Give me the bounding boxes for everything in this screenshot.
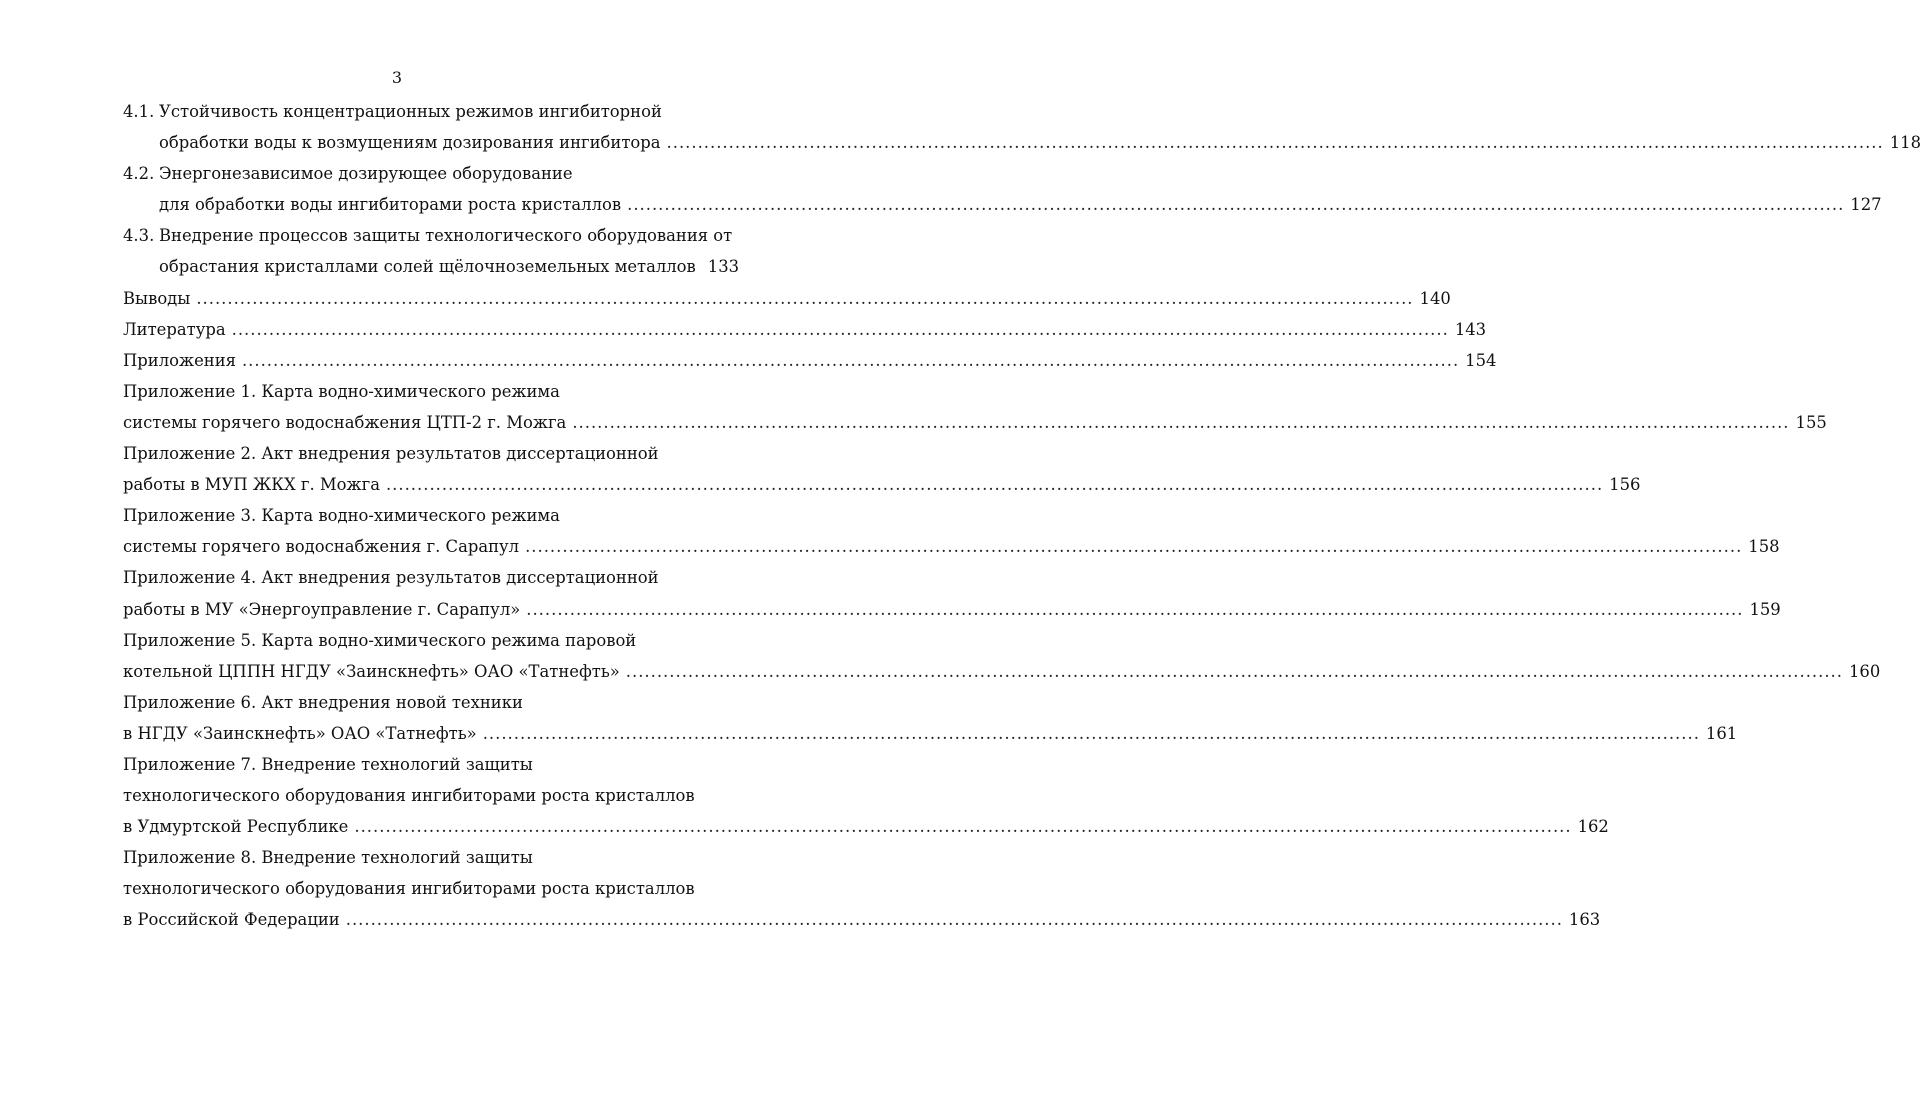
toc-line <box>123 220 733 251</box>
toc-entry-title: Выводы <box>123 288 191 308</box>
toc-entry-title: Приложение 5. Карта водно-химического режима паровой <box>123 630 637 650</box>
toc-entry-title: работы в МУ «Энергоуправление г. Сарапул» <box>123 599 521 619</box>
toc-line <box>123 873 729 904</box>
toc-line <box>123 780 729 811</box>
toc-entry-title: Приложение 1. Карта водно-химического режима <box>123 381 560 401</box>
toc-line <box>123 718 1738 749</box>
toc-line <box>123 438 729 469</box>
toc-entry-title: в Удмуртской Республике <box>123 817 349 837</box>
toc-entry-page: 118 <box>1889 133 1921 153</box>
toc-entry-title: системы горячего водоснабжения ЦТП-2 г. Можга <box>123 412 567 432</box>
toc-entry-number: 4.1. <box>123 102 155 121</box>
toc-entry-title: в НГДУ «Заинскнефть» ОАО «Татнефть» <box>123 723 477 743</box>
toc-entry-title: Приложение 3. Карта водно-химического режима <box>123 506 560 526</box>
toc-entry-title: технологического оборудования ингибиторами роста кристаллов <box>123 786 695 806</box>
toc-entry-title: Энергонезависимое дозирующее оборудование <box>159 164 573 184</box>
toc-entry-title: Литература <box>123 319 226 339</box>
toc-leader-dots <box>667 127 1884 158</box>
toc-entry-page: 162 <box>1577 817 1609 837</box>
toc-line <box>123 345 1497 376</box>
toc-line <box>123 251 740 282</box>
toc-leader-dots <box>526 594 1743 625</box>
toc-line <box>123 562 729 593</box>
toc-line <box>123 531 1780 562</box>
toc-entry-title: системы горячего водоснабжения г. Сарапул <box>123 537 520 557</box>
toc-entry-page: 154 <box>1465 350 1497 370</box>
toc-entry-title: обработки воды к возмущениям дозирования ингибитора <box>159 133 661 153</box>
toc-entry-page: 133 <box>707 257 740 277</box>
toc-entry-page: 158 <box>1748 537 1780 557</box>
toc-entry-title: в Российской Федерации <box>123 910 340 930</box>
toc-entry-title: технологического оборудования ингибиторами роста кристаллов <box>123 879 695 899</box>
toc-entry-title: Внедрение процессов защиты технологического оборудования от <box>159 226 733 246</box>
toc-entry-page: 155 <box>1795 412 1827 432</box>
toc-line <box>123 189 1882 220</box>
toc-entry-page: 140 <box>1419 288 1451 308</box>
toc-leader-dots <box>386 469 1603 500</box>
toc-line <box>123 500 729 531</box>
toc-entry-page: 160 <box>1848 661 1881 681</box>
toc-line <box>123 314 1487 345</box>
toc-leader-dots <box>346 904 1563 935</box>
toc-line <box>123 158 729 189</box>
toc-entry-page: 156 <box>1609 475 1641 495</box>
toc-leader-dots <box>525 531 1742 562</box>
toc-entry-page: 163 <box>1568 910 1601 930</box>
toc-line <box>123 469 1641 500</box>
toc-line <box>123 96 729 127</box>
toc-leader-dots <box>626 656 1843 687</box>
toc-entry-title: Приложение 2. Акт внедрения результатов диссертационной <box>123 444 659 464</box>
toc-entry-title: Устойчивость концентрационных режимов ингибиторной <box>159 102 662 121</box>
toc-line <box>123 127 1921 158</box>
toc-entry-page: 161 <box>1705 723 1738 743</box>
toc-entry-title: работы в МУП ЖКХ г. Можга <box>123 475 380 495</box>
toc-line <box>123 594 1781 625</box>
toc-line <box>123 749 729 780</box>
toc-entry-page: 127 <box>1850 195 1882 215</box>
toc-leader-dots <box>483 718 1700 749</box>
toc-entry-title: Приложения <box>123 350 236 370</box>
toc-leader-dots <box>354 811 1571 842</box>
toc-line <box>123 904 1601 935</box>
toc-line <box>123 811 1609 842</box>
toc-line <box>123 687 729 718</box>
toc-entry-title: Приложение 7. Внедрение технологий защиты <box>123 754 533 774</box>
toc-entry-number: 4.3. <box>123 226 155 246</box>
toc-entry-title: обрастания кристаллами солей щёлочноземельных металлов <box>159 257 696 277</box>
toc-entry-title: Приложение 6. Акт внедрения новой техники <box>123 692 523 712</box>
toc-leader-dots <box>242 345 1459 376</box>
toc-leader-dots <box>196 283 1413 314</box>
table-of-contents <box>123 96 1921 936</box>
toc-entry-number: 4.2. <box>123 164 155 184</box>
toc-leader-dots <box>627 189 1844 220</box>
toc-line <box>123 283 1451 314</box>
page-number: 3 <box>391 68 403 87</box>
toc-line <box>123 656 1881 687</box>
toc-entry-page: 159 <box>1749 599 1781 619</box>
toc-leader-dots <box>232 314 1449 345</box>
toc-line <box>123 842 729 873</box>
toc-line <box>123 376 729 407</box>
toc-entry-title: Приложение 8. Внедрение технологий защиты <box>123 848 533 868</box>
toc-entry-title: Приложение 4. Акт внедрения результатов диссертационной <box>123 568 659 588</box>
toc-entry-page: 143 <box>1454 319 1487 339</box>
toc-entry-title: котельной ЦППН НГДУ «Заинскнефть» ОАО «Татнефть» <box>123 661 620 681</box>
toc-line <box>123 407 1827 438</box>
toc-line <box>123 625 729 656</box>
toc-entry-title: для обработки воды ингибиторами роста кристаллов <box>159 195 622 215</box>
toc-leader-dots <box>572 407 1789 438</box>
